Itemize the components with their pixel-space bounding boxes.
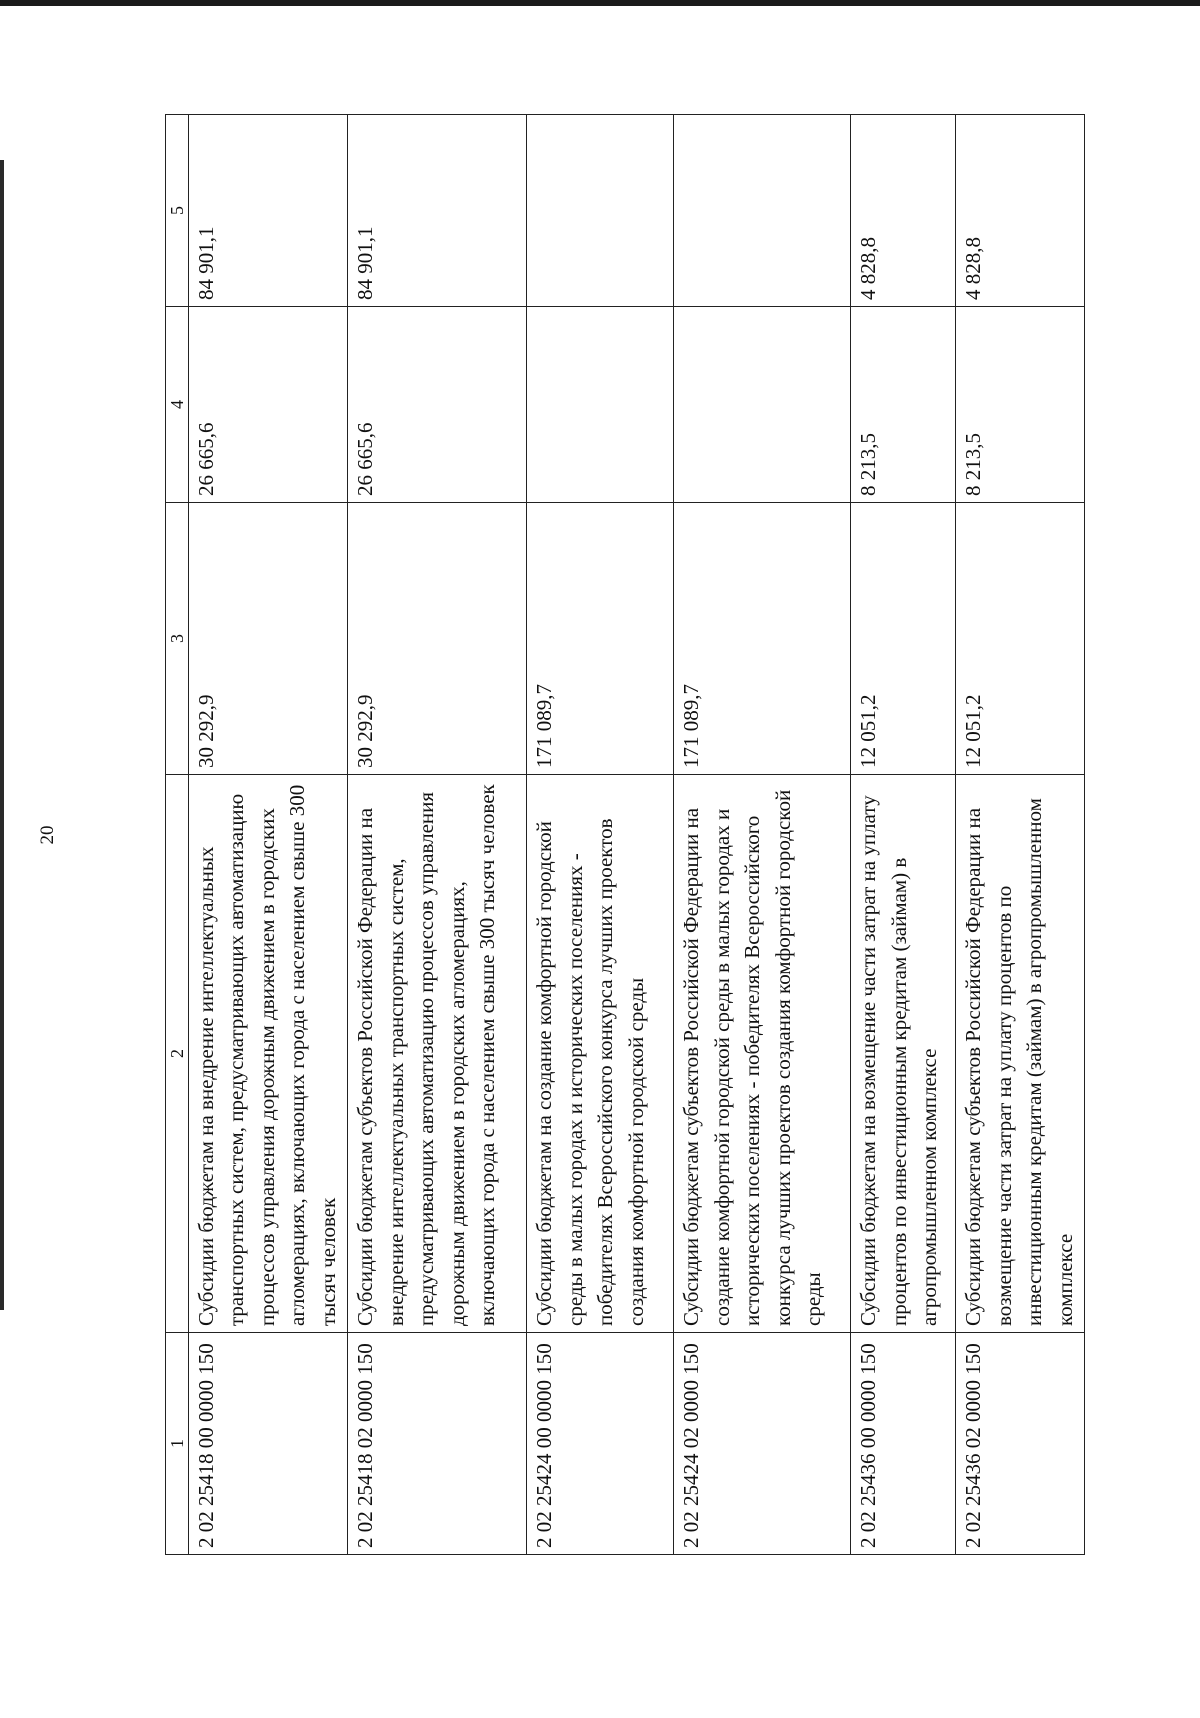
table-row — [674, 115, 851, 1555]
row-value-col5: 84 901,1 — [348, 115, 527, 307]
row-value-col5: 4 828,8 — [851, 115, 956, 307]
budget-table — [165, 114, 1085, 1555]
row-value-col4 — [674, 307, 851, 503]
row-code: 2 02 25418 00 0000 150 — [189, 1333, 348, 1555]
scan-left-edge — [0, 160, 4, 1310]
table-row — [189, 115, 348, 1555]
table-header-row — [166, 115, 189, 1555]
row-code: 2 02 25418 02 0000 150 — [348, 1333, 527, 1555]
page-number: 20 — [37, 825, 58, 845]
column-header-2: 2 — [166, 775, 189, 1333]
table-row — [851, 115, 956, 1555]
row-value-col3: 30 292,9 — [348, 503, 527, 775]
row-name: Субсидии бюджетам субъектов Российской Федерации на создание комфортной городской среды в малых городах и исторических поселениях - победителях Всероссийского конкурса лучших проектов создания комфортной городской среды — [674, 775, 851, 1333]
row-value-col3: 171 089,7 — [674, 503, 851, 775]
row-value-col4: 26 665,6 — [189, 307, 348, 503]
row-value-col5: 4 828,8 — [956, 115, 1085, 307]
row-value-col5 — [674, 115, 851, 307]
row-name: Субсидии бюджетам субъектов Российской Федерации на возмещение части затрат на уплату процентов по инвестиционным кредитам (займам) в агропромышленном комплексе — [956, 775, 1085, 1333]
row-code: 2 02 25424 02 0000 150 — [674, 1333, 851, 1555]
row-value-col3: 30 292,9 — [189, 503, 348, 775]
row-value-col5 — [527, 115, 674, 307]
row-value-col4 — [527, 307, 674, 503]
column-header-1: 1 — [166, 1333, 189, 1555]
row-value-col4: 8 213,5 — [956, 307, 1085, 503]
row-name: Субсидии бюджетам на создание комфортной городской среды в малых городах и исторических поселениях - победителях Всероссийского конкурса лучших проектов создания комфортной городской среды — [527, 775, 674, 1333]
row-value-col4: 26 665,6 — [348, 307, 527, 503]
row-value-col3: 171 089,7 — [527, 503, 674, 775]
row-value-col3: 12 051,2 — [851, 503, 956, 775]
row-code: 2 02 25436 02 0000 150 — [956, 1333, 1085, 1555]
row-name: Субсидии бюджетам на возмещение части затрат на уплату процентов по инвестиционным кредитам (займам) в агропромышленном комплексе — [851, 775, 956, 1333]
column-header-5: 5 — [166, 115, 189, 307]
table-row — [956, 115, 1085, 1555]
row-code: 2 02 25424 00 0000 150 — [527, 1333, 674, 1555]
row-value-col3: 12 051,2 — [956, 503, 1085, 775]
rotated-page-content — [37, 115, 1095, 1555]
column-header-3: 3 — [166, 503, 189, 775]
row-name: Субсидии бюджетам на внедрение интеллектуальных транспортных систем, предусматривающих автоматизацию процессов управления дорожным движением в городских агломерациях, включающих города с населением свыше 300 тысяч человек — [189, 775, 348, 1333]
row-value-col5: 84 901,1 — [189, 115, 348, 307]
row-name: Субсидии бюджетам субъектов Российской Федерации на внедрение интеллектуальных транспортных систем, предусматривающих автоматизацию процессов управления дорожным движением в городских агломерациях, включающих города с населением свыше 300 тысяч человек — [348, 775, 527, 1333]
table-row — [527, 115, 674, 1555]
row-value-col4: 8 213,5 — [851, 307, 956, 503]
row-code: 2 02 25436 00 0000 150 — [851, 1333, 956, 1555]
table-row — [348, 115, 527, 1555]
scan-top-edge — [0, 0, 1200, 6]
column-header-4: 4 — [166, 307, 189, 503]
